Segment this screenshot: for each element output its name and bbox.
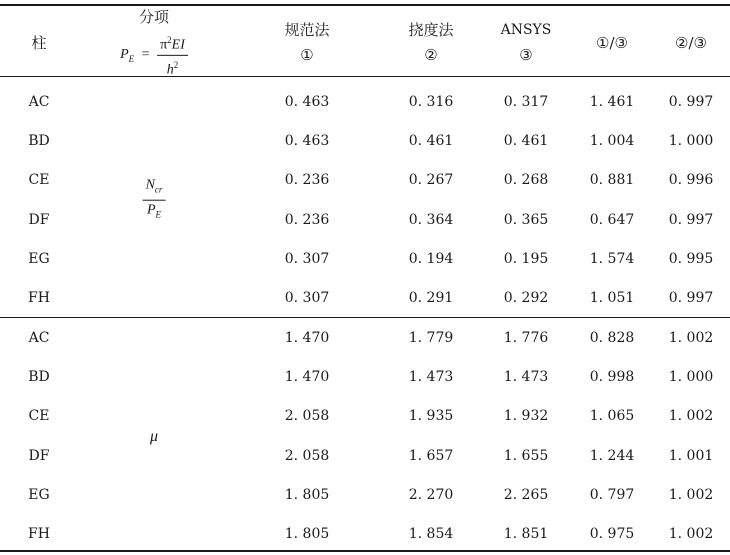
group-divider-rule — [0, 317, 730, 318]
cell-ansys: 0. 268 — [503, 172, 549, 189]
header-rule — [0, 76, 730, 77]
header-ratio-1-3: ①/③ — [596, 34, 628, 52]
cell-ansys: 2. 265 — [503, 486, 549, 503]
cell-ratio-1-3: 0. 797 — [589, 486, 635, 503]
cell-ratio-2-3: 0. 996 — [668, 172, 714, 189]
cell-ratio-2-3: 0. 997 — [668, 211, 714, 228]
cell-code-method: 0. 463 — [284, 133, 330, 150]
header-ansys-marker: ③ — [519, 46, 533, 64]
cell-ratio-1-3: 1. 244 — [589, 447, 635, 464]
cell-deflection-method: 2. 270 — [408, 486, 454, 503]
cell-ratio-1-3: 1. 065 — [589, 408, 635, 425]
top-rule — [0, 4, 730, 6]
header-ansys-label: ANSYS — [500, 22, 552, 38]
cell-ansys: 1. 655 — [503, 447, 549, 464]
cell-deflection-method: 0. 364 — [408, 211, 454, 228]
cell-code-method: 2. 058 — [284, 408, 330, 425]
cell-ratio-1-3: 0. 975 — [589, 526, 635, 542]
cell-ratio-2-3: 1. 002 — [668, 330, 714, 346]
cell-code-method: 0. 307 — [284, 290, 330, 306]
cell-ansys: 1. 473 — [503, 369, 549, 386]
cell-ratio-2-3: 1. 000 — [668, 369, 714, 386]
cell-code-method: 0. 236 — [284, 172, 330, 189]
cell-ratio-1-3: 0. 647 — [589, 211, 635, 228]
cell-ratio-2-3: 1. 002 — [668, 408, 714, 425]
cell-ratio-2-3: 0. 995 — [668, 250, 714, 267]
cell-code-method: 2. 058 — [284, 447, 330, 464]
cell-column: AC — [28, 330, 50, 346]
cell-deflection-method: 0. 461 — [408, 133, 454, 150]
cell-deflection-method: 1. 935 — [408, 408, 454, 425]
cell-column: CE — [28, 408, 50, 425]
header-item-title: 分项 — [138, 8, 170, 26]
cell-column: BD — [28, 133, 50, 150]
cell-column: BD — [28, 369, 50, 386]
header-column: 柱 — [31, 34, 47, 52]
cell-ansys: 0. 461 — [503, 133, 549, 150]
cell-deflection-method: 0. 316 — [408, 94, 454, 110]
cell-code-method: 1. 805 — [284, 526, 330, 542]
cell-ansys: 0. 292 — [503, 290, 549, 306]
cell-ansys: 1. 851 — [503, 526, 549, 542]
cell-deflection-method: 0. 194 — [408, 250, 454, 267]
cell-code-method: 1. 470 — [284, 330, 330, 346]
cell-ansys: 0. 317 — [503, 94, 549, 110]
header-deflection-marker: ② — [424, 46, 438, 64]
cell-ratio-2-3: 1. 002 — [668, 526, 714, 542]
cell-code-method: 0. 307 — [284, 250, 330, 267]
cell-deflection-method: 0. 267 — [408, 172, 454, 189]
header-code-marker: ① — [300, 46, 314, 64]
cell-code-method: 0. 463 — [284, 94, 330, 110]
cell-ratio-2-3: 1. 000 — [668, 133, 714, 150]
cell-ratio-2-3: 1. 002 — [668, 486, 714, 503]
cell-deflection-method: 1. 779 — [408, 330, 454, 346]
cell-code-method: 1. 805 — [284, 486, 330, 503]
cell-ansys: 1. 776 — [503, 330, 549, 346]
cell-deflection-method: 1. 473 — [408, 369, 454, 386]
cell-column: FH — [28, 526, 50, 542]
cell-ansys: 0. 365 — [503, 211, 549, 228]
header-deflection-label: 挠度法 — [408, 21, 454, 39]
cell-ratio-1-3: 0. 998 — [589, 369, 635, 386]
header-code-label: 规范法 — [284, 21, 330, 39]
header-ratio-2-3: ②/③ — [675, 34, 707, 52]
bottom-rule — [0, 550, 730, 552]
cell-ansys: 1. 932 — [503, 408, 549, 425]
cell-ratio-2-3: 1. 001 — [668, 447, 714, 464]
cell-code-method: 1. 470 — [284, 369, 330, 386]
cell-deflection-method: 1. 854 — [408, 526, 454, 542]
group-label-ncr-over-pe: $\frac{N_{cr}}{P_E}$ — [143, 177, 166, 224]
cell-ratio-2-3: 0. 997 — [668, 94, 714, 110]
group-label-mu: μ — [149, 428, 159, 445]
cell-code-method: 0. 236 — [284, 211, 330, 228]
cell-column: CE — [28, 172, 50, 189]
pe-formula: $P_E$ = $\frac{\pi^2EI}{h^2}$ — [120, 32, 188, 78]
cell-column: DF — [28, 447, 50, 464]
cell-ratio-2-3: 0. 997 — [668, 290, 714, 306]
cell-ratio-1-3: 1. 461 — [589, 94, 635, 110]
cell-column: EG — [28, 250, 50, 267]
cell-ratio-1-3: 1. 004 — [589, 133, 635, 150]
cell-ratio-1-3: 0. 828 — [589, 330, 635, 346]
cell-ratio-1-3: 1. 574 — [589, 250, 635, 267]
cell-ratio-1-3: 1. 051 — [589, 290, 635, 306]
cell-column: EG — [28, 486, 50, 503]
cell-deflection-method: 1. 657 — [408, 447, 454, 464]
cell-ratio-1-3: 0. 881 — [589, 172, 635, 189]
cell-column: DF — [28, 211, 50, 228]
cell-column: FH — [28, 290, 50, 306]
cell-ansys: 0. 195 — [503, 250, 549, 267]
cell-deflection-method: 0. 291 — [408, 290, 454, 306]
cell-column: AC — [28, 94, 50, 110]
